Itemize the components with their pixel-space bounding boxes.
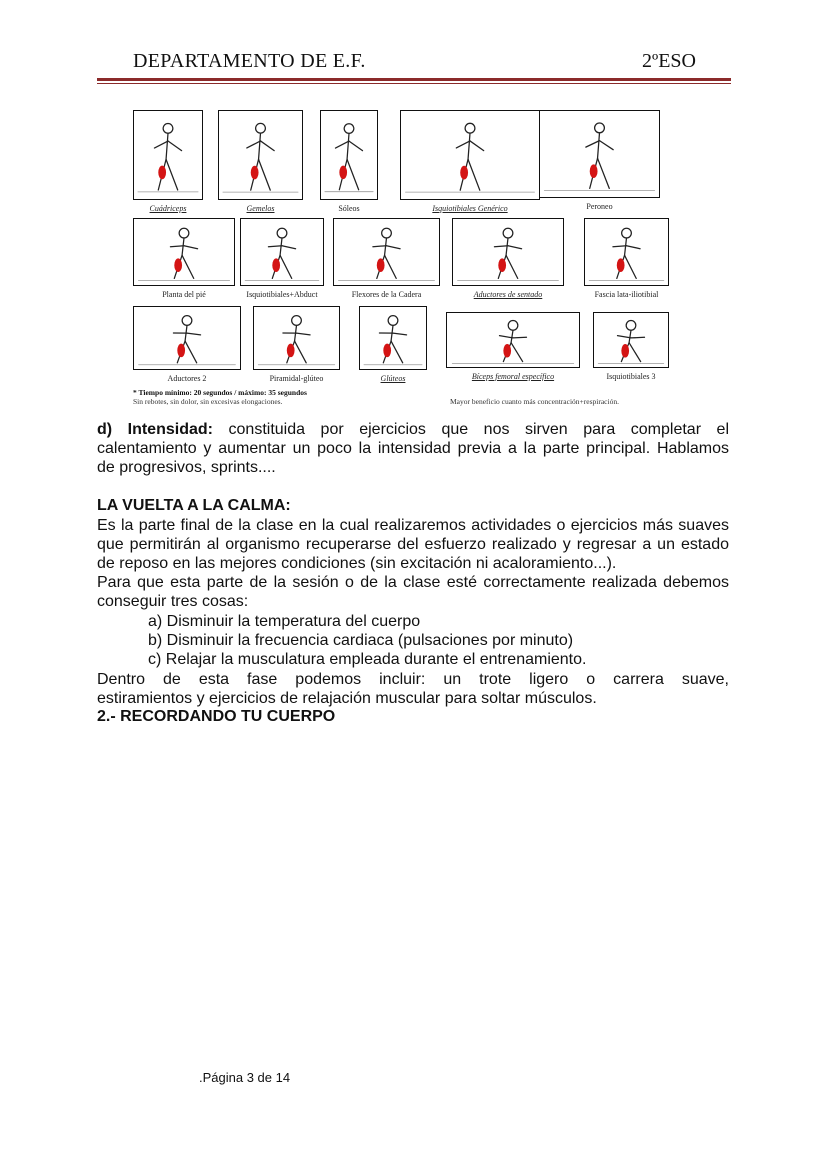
exercise-illustration	[333, 218, 440, 300]
time-note-main: * Tiempo mínimo: 20 segundos / máximo: 35 segundos	[133, 388, 307, 397]
stretch-figure-icon	[133, 110, 203, 200]
stretch-figure-icon	[218, 110, 303, 200]
exercise-caption: Cuádriceps	[149, 204, 187, 213]
exercise-illustration	[446, 312, 580, 382]
cooldown-p1-l2: que permitirán al organismo recuperarse del esfuerzo realizado y regresar a un estado	[97, 536, 729, 553]
exercise-illustration	[584, 218, 669, 300]
exercise-caption: Flexores de la Cadera	[351, 290, 422, 299]
stretch-figure-icon	[320, 110, 378, 200]
intensity-line-2: calentamiento y aumentar un poco la intensidad previa a la parte principal. Hablamos	[97, 440, 729, 457]
exercise-illustration	[133, 306, 241, 384]
exercise-caption: Bíceps femoral específico	[471, 372, 555, 381]
exercise-caption: Gemelos	[246, 204, 275, 213]
stretching-exercises-figure	[130, 105, 700, 410]
benefit-note: Mayor beneficio cuanto más concentración+respiración.	[450, 397, 619, 406]
exercise-illustration	[539, 110, 660, 212]
stretch-figure-icon	[253, 306, 340, 370]
cooldown-p2-l1: Para que esta parte de la sesión o de la clase esté correctamente realizada debemos	[97, 574, 729, 591]
exercise-illustration	[133, 110, 203, 214]
exercise-caption: Aductores de sentado	[473, 290, 543, 299]
exercise-caption: Piramidal-glúteo	[269, 374, 324, 383]
list-item: a) Disminuir la temperatura del cuerpo	[148, 613, 421, 630]
section-2-title: 2.- RECORDANDO TU CUERPO	[97, 708, 336, 725]
exercise-caption: Isquiotibiales Genérico	[432, 204, 508, 213]
stretch-figure-icon	[452, 218, 564, 286]
intensity-line-1	[97, 420, 729, 439]
cooldown-title: LA VUELTA A LA CALMA:	[97, 497, 291, 514]
header-rule-thin	[97, 83, 731, 84]
exercise-illustration	[133, 218, 235, 300]
exercise-caption: Fascia lata-iliotibial	[594, 290, 659, 299]
list-item: b) Disminuir la frecuencia cardiaca (pulsaciones por minuto)	[148, 632, 574, 649]
intensity-text-1: constituida por ejercicios que nos sirven para completar el	[228, 421, 730, 438]
stretch-figure-icon	[446, 312, 580, 368]
cooldown-p1-l3: de reposo en las mejores condiciones (sin excitación ni acaloramiento...).	[97, 555, 617, 572]
exercise-illustration	[218, 110, 303, 214]
header-department: DEPARTAMENTO DE E.F.	[133, 50, 366, 72]
stretch-figure-icon	[333, 218, 440, 286]
intensity-label: d) Intensidad:	[97, 421, 213, 438]
exercise-illustration	[359, 306, 427, 384]
exercise-caption: Planta del pié	[162, 290, 206, 299]
time-note-sub: Sin rebotes, sin dolor, sin excesivas elongaciones.	[133, 397, 283, 406]
stretch-figure-icon	[240, 218, 324, 286]
time-note	[133, 388, 307, 406]
exercise-caption: Aductores 2	[167, 374, 207, 383]
header-course: 2ºESO	[642, 50, 696, 72]
stretch-figure-icon	[133, 306, 241, 370]
exercise-illustration	[593, 312, 669, 382]
exercise-caption: Peroneo	[586, 202, 613, 211]
cooldown-p3-l2: estiramientos y ejercicios de relajación muscular para soltar músculos.	[97, 690, 597, 707]
cooldown-p1-l1: Es la parte final de la clase en la cual realizaremos actividades o ejercicios más suaves	[97, 517, 729, 534]
exercise-illustration	[320, 110, 378, 214]
exercise-caption: Isquiotibiales 3	[606, 372, 656, 381]
cooldown-p2-l2: conseguir tres cosas:	[97, 593, 249, 610]
exercise-caption: Sóleos	[338, 204, 360, 213]
header-rule	[97, 78, 731, 81]
stretch-figure-icon	[133, 218, 235, 286]
stretch-figure-icon	[584, 218, 669, 286]
stretch-figure-icon	[593, 312, 669, 368]
page-number: .Página 3 de 14	[199, 1070, 291, 1085]
list-item: c) Relajar la musculatura empleada durante el entrenamiento.	[148, 651, 587, 668]
stretch-figure-icon	[359, 306, 427, 370]
exercise-illustration	[240, 218, 324, 300]
exercise-caption: Isquiotibiales+Abduct	[246, 290, 318, 299]
exercise-illustration	[452, 218, 564, 300]
exercise-illustration	[253, 306, 340, 384]
stretch-figure-icon	[400, 110, 540, 200]
cooldown-p3-l1: Dentro de esta fase podemos incluir: un trote ligero o carrera suave,	[97, 671, 729, 688]
intensity-line-3: de progresivos, sprints....	[97, 459, 276, 476]
exercise-caption: Glúteos	[380, 374, 406, 383]
exercise-illustration	[400, 110, 540, 214]
stretch-figure-icon	[539, 110, 660, 198]
